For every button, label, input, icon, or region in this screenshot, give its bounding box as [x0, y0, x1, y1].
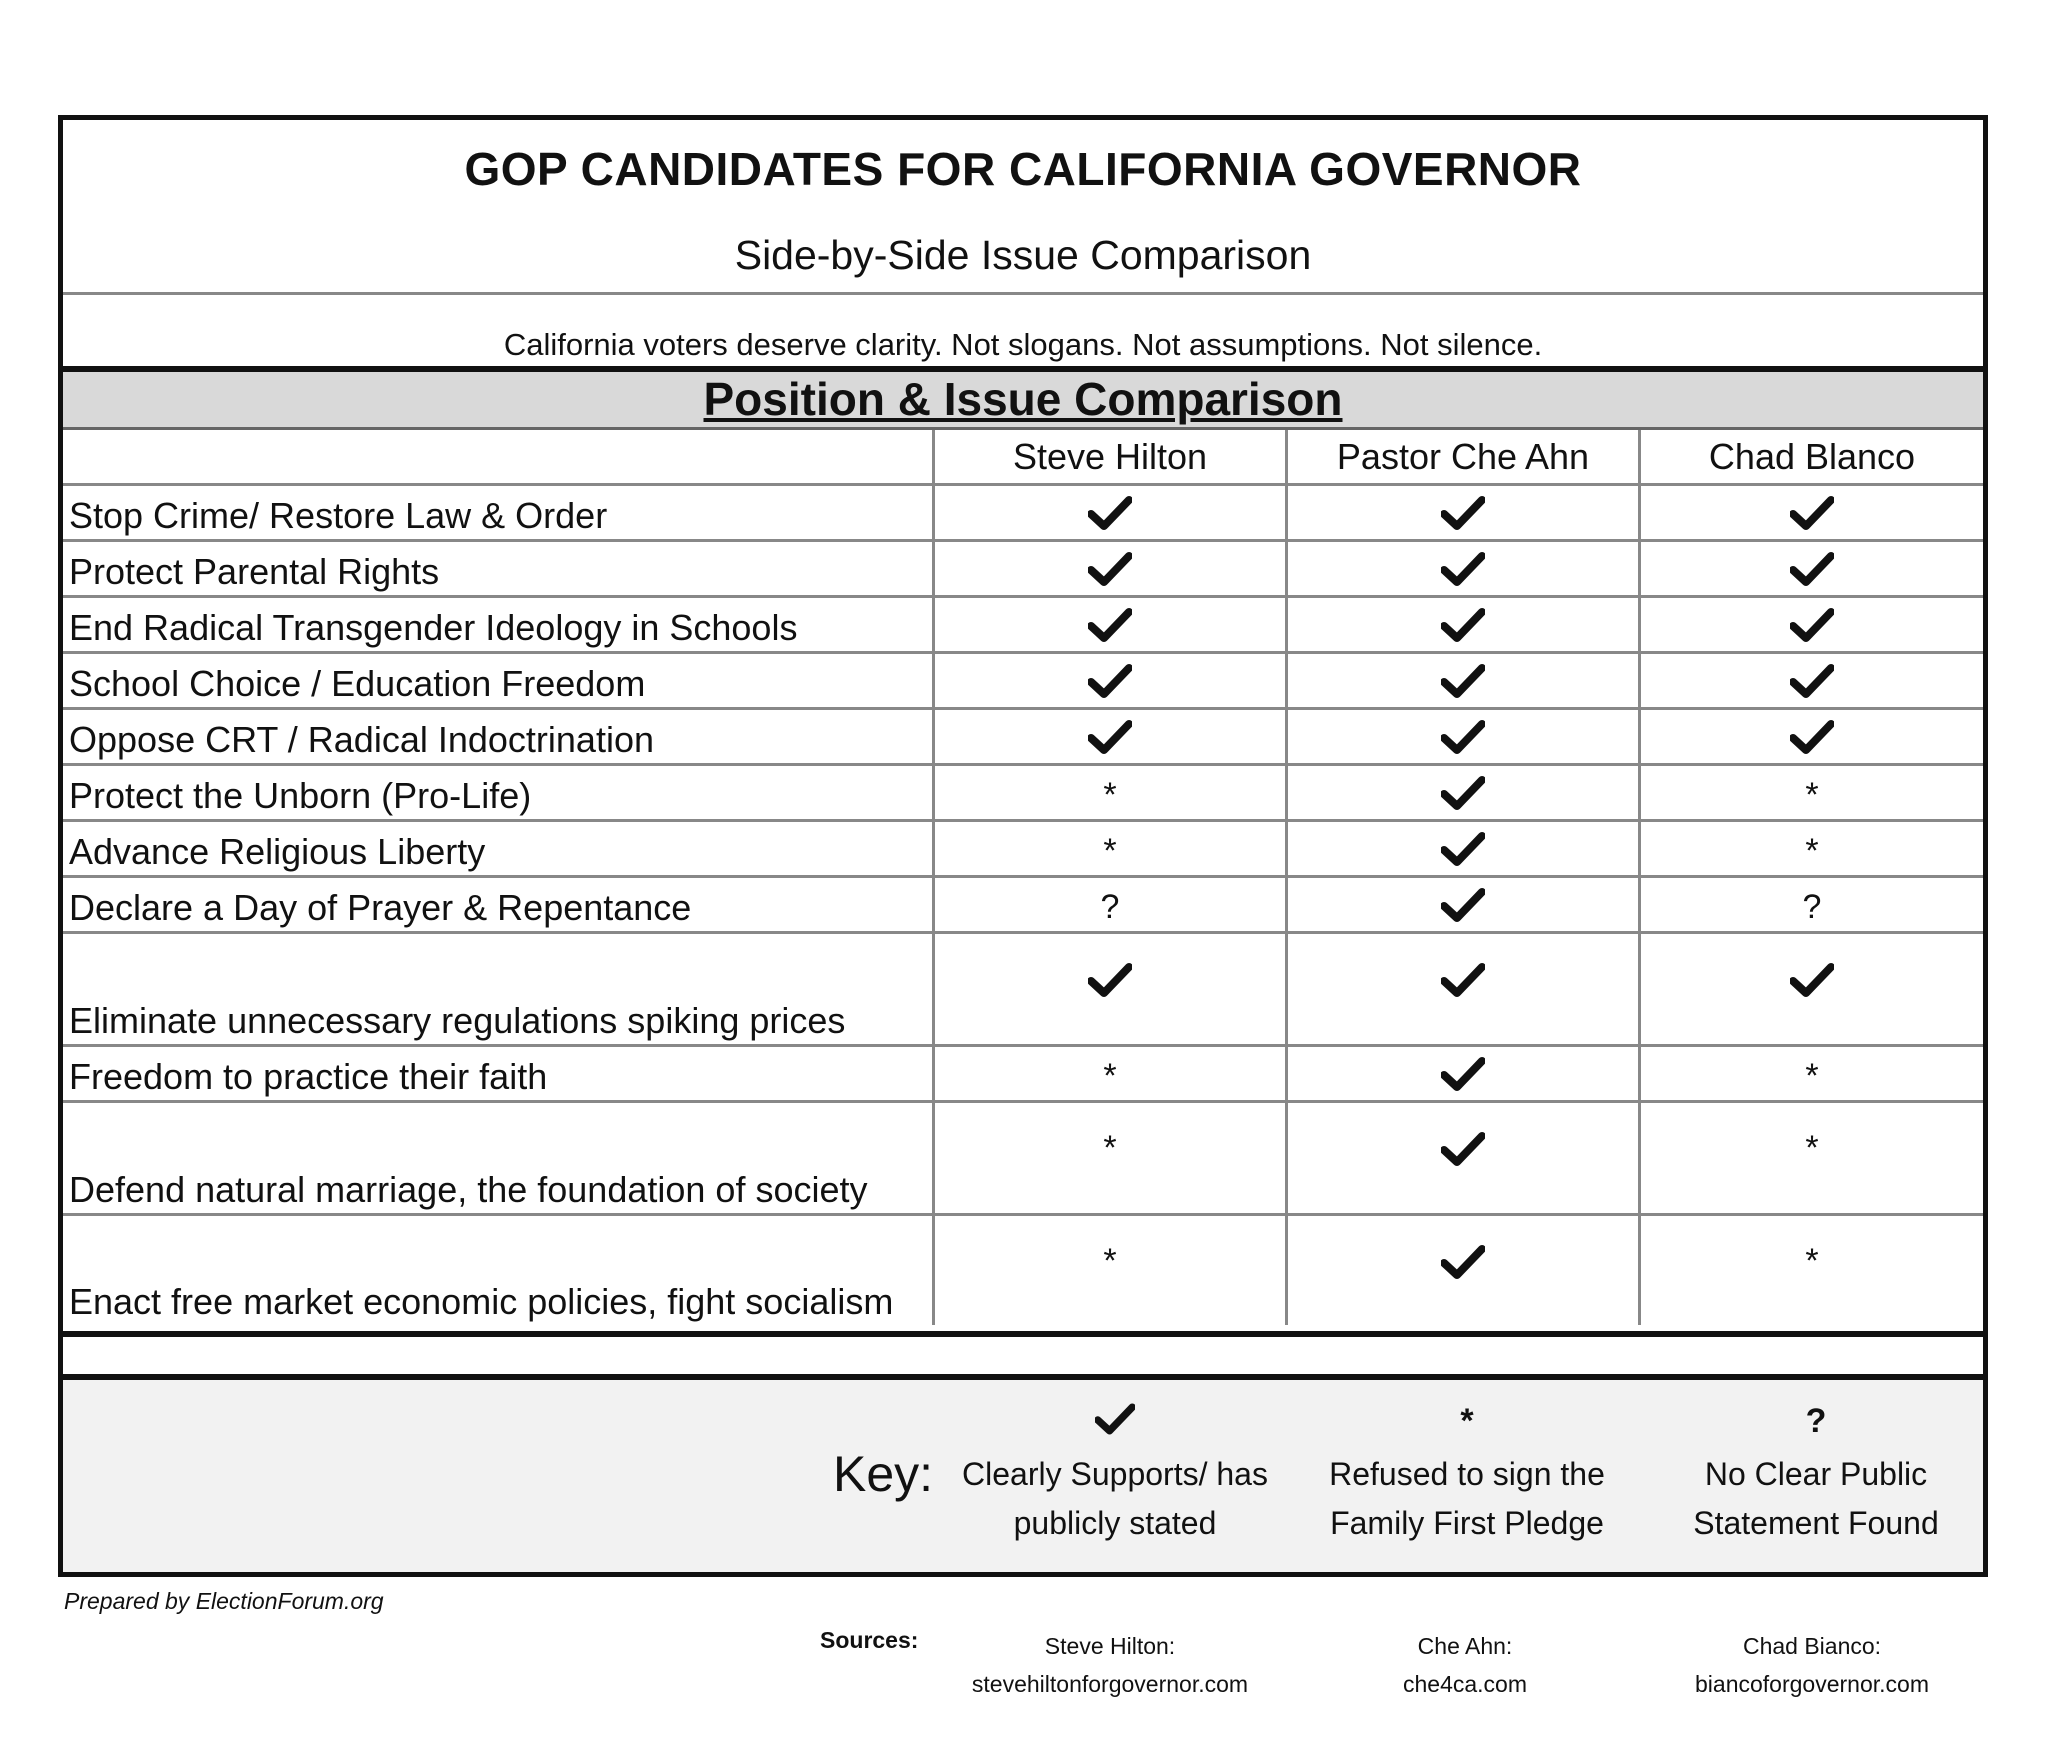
asterisk-icon: * [1103, 776, 1117, 814]
issue-label: Oppose CRT / Radical Indoctrination [69, 719, 654, 760]
position-cell [1638, 598, 1983, 651]
check-icon [1641, 962, 1983, 1007]
source-url: che4ca.com [1402, 1671, 1527, 1697]
issue-label-cell [63, 542, 932, 595]
candidate-header [1638, 430, 1983, 483]
issue-label-cell [63, 486, 932, 539]
asterisk-icon: * [1805, 1129, 1819, 1167]
issue-label-cell [63, 766, 932, 819]
issue-label: End Radical Transgender Ideology in Schools [69, 607, 798, 648]
issue-row [63, 934, 1983, 1047]
issue-row [63, 1047, 1983, 1103]
position-cell [1638, 1047, 1983, 1100]
issue-row [63, 486, 1983, 542]
check-icon [1641, 719, 1983, 764]
issue-label-cell [63, 1047, 932, 1100]
key-description-line: Clearly Supports/ has [962, 1456, 1268, 1492]
header-blank-cell [63, 430, 932, 483]
position-cell [932, 598, 1285, 651]
page-subtitle: Side-by-Side Issue Comparison [734, 232, 1312, 278]
key-item-unclear [1646, 1402, 1986, 1548]
question-icon: ? [1100, 888, 1120, 926]
asterisk-icon: * [1103, 1057, 1117, 1095]
position-cell [932, 486, 1285, 539]
position-cell [932, 822, 1285, 875]
candidate-header-row [63, 430, 1983, 486]
position-cell [1638, 486, 1983, 539]
position-cell [1638, 822, 1983, 875]
check-icon [935, 962, 1285, 1007]
check-icon [935, 663, 1285, 708]
position-cell [1285, 542, 1638, 595]
position-cell [1285, 878, 1638, 931]
source-name: Steve Hilton: [1044, 1633, 1176, 1659]
position-cell [1285, 934, 1638, 1044]
check-icon [1288, 1131, 1638, 1176]
source-url: stevehiltonforgovernor.com [971, 1671, 1249, 1697]
issue-label: Declare a Day of Prayer & Repentance [69, 887, 692, 928]
issue-label-cell [63, 1216, 932, 1325]
issue-label-cell [63, 934, 932, 1044]
asterisk-icon: * [1805, 1242, 1819, 1280]
position-cell [1285, 766, 1638, 819]
position-cell [1285, 598, 1638, 651]
position-cell [1638, 710, 1983, 763]
question-icon: ? [1805, 1402, 1827, 1440]
asterisk-icon: * [1805, 832, 1819, 870]
position-cell [1638, 1103, 1983, 1213]
source-hilton [930, 1627, 1290, 1703]
comparison-table-frame [58, 115, 1988, 1577]
issue-label-cell [63, 654, 932, 707]
position-cell [1638, 542, 1983, 595]
key-description-line: Family First Pledge [1330, 1505, 1604, 1541]
position-cell [932, 1047, 1285, 1100]
issue-label: Eliminate unnecessary regulations spiking prices [69, 1000, 846, 1041]
sources-label: Sources: [820, 1627, 919, 1653]
issue-row [63, 878, 1983, 934]
key-description-line: Statement Found [1693, 1505, 1939, 1541]
page-title: GOP CANDIDATES FOR CALIFORNIA GOVERNOR [464, 143, 1582, 195]
candidate-header [932, 430, 1285, 483]
key-description [945, 1450, 1285, 1548]
issue-row [63, 542, 1983, 598]
check-icon [1288, 831, 1638, 876]
check-icon [1641, 551, 1983, 596]
issue-label-cell [63, 878, 932, 931]
position-cell [932, 654, 1285, 707]
check-icon [1288, 1244, 1638, 1289]
check-icon [1288, 775, 1638, 820]
issue-label: Protect Parental Rights [69, 551, 440, 592]
position-cell [1285, 1216, 1638, 1325]
issue-row [63, 598, 1983, 654]
position-cell [1638, 934, 1983, 1044]
issue-row [63, 1103, 1983, 1216]
issue-row [63, 654, 1983, 710]
position-cell [1285, 1047, 1638, 1100]
source-url: biancoforgovernor.com [1695, 1671, 1929, 1697]
check-icon [935, 495, 1285, 540]
key-item-refused [1297, 1402, 1637, 1548]
candidate-name: Steve Hilton [1012, 436, 1208, 477]
candidate-name: Chad Blanco [1708, 436, 1916, 477]
key-item-supports [945, 1402, 1285, 1548]
check-icon [1288, 887, 1638, 932]
position-cell [1638, 1216, 1983, 1325]
question-icon: ? [1802, 888, 1822, 926]
check-icon [1288, 962, 1638, 1007]
check-icon [1288, 663, 1638, 708]
issue-label-cell [63, 598, 932, 651]
position-cell [1638, 878, 1983, 931]
issue-row [63, 766, 1983, 822]
issue-label: Protect the Unborn (Pro-Life) [69, 775, 532, 816]
issue-row [63, 822, 1983, 878]
blank-row [63, 1337, 1983, 1374]
key-description-line: No Clear Public [1704, 1456, 1928, 1492]
check-icon [1288, 495, 1638, 540]
issue-label: Defend natural marriage, the foundation of society [69, 1169, 868, 1210]
issue-label: Stop Crime/ Restore Law & Order [69, 495, 608, 536]
position-cell [1285, 822, 1638, 875]
position-cell [932, 878, 1285, 931]
position-cell [932, 542, 1285, 595]
key-description-line: publicly stated [1013, 1505, 1217, 1541]
position-cell [932, 934, 1285, 1044]
issue-label: Advance Religious Liberty [69, 831, 486, 872]
asterisk-icon: * [1805, 1057, 1819, 1095]
issue-label-cell [63, 710, 932, 763]
source-ahn [1285, 1627, 1645, 1703]
position-cell [1285, 1103, 1638, 1213]
position-cell [1638, 766, 1983, 819]
check-icon [1288, 551, 1638, 596]
divider [63, 292, 1983, 295]
check-icon [1288, 607, 1638, 652]
issue-label-cell [63, 822, 932, 875]
tagline: California voters deserve clarity. Not slogans. Not assumptions. Not silence. [503, 327, 1543, 362]
issue-label: Enact free market economic policies, fight socialism [69, 1281, 894, 1322]
source-name: Chad Bianco: [1742, 1633, 1882, 1659]
position-cell [932, 710, 1285, 763]
check-icon [1641, 663, 1983, 708]
check-icon [1288, 719, 1638, 764]
issue-row [63, 1216, 1983, 1325]
key-description [1297, 1450, 1637, 1548]
check-icon [1641, 607, 1983, 652]
asterisk-icon: * [1103, 832, 1117, 870]
position-cell [932, 766, 1285, 819]
check-icon [1641, 495, 1983, 540]
issue-label: Freedom to practice their faith [69, 1056, 548, 1097]
key-description [1646, 1450, 1986, 1548]
source-name: Che Ahn: [1417, 1633, 1513, 1659]
prepared-by: Prepared by ElectionForum.org [64, 1588, 384, 1614]
asterisk-icon: * [1805, 776, 1819, 814]
issue-label-cell [63, 1103, 932, 1213]
check-icon [945, 1402, 1285, 1450]
position-cell [1285, 654, 1638, 707]
check-icon [935, 607, 1285, 652]
asterisk-icon: * [1460, 1402, 1474, 1440]
issue-grid [63, 430, 1983, 1325]
position-cell [1638, 654, 1983, 707]
position-cell [1285, 486, 1638, 539]
check-icon [1288, 1056, 1638, 1101]
candidate-header [1285, 430, 1638, 483]
key-legend [63, 1380, 1983, 1572]
candidate-name: Pastor Che Ahn [1336, 436, 1590, 477]
check-icon [935, 551, 1285, 596]
source-bianco [1632, 1627, 1992, 1703]
check-icon [935, 719, 1285, 764]
issue-label: School Choice / Education Freedom [69, 663, 646, 704]
position-cell [932, 1216, 1285, 1325]
asterisk-icon: * [1103, 1129, 1117, 1167]
key-description-line: Refused to sign the [1329, 1456, 1605, 1492]
issue-row [63, 710, 1983, 766]
position-cell [1285, 710, 1638, 763]
key-label: Key: [833, 1446, 934, 1502]
asterisk-icon: * [1103, 1242, 1117, 1280]
section-title: Position & Issue Comparison [63, 372, 1983, 430]
position-cell [932, 1103, 1285, 1213]
